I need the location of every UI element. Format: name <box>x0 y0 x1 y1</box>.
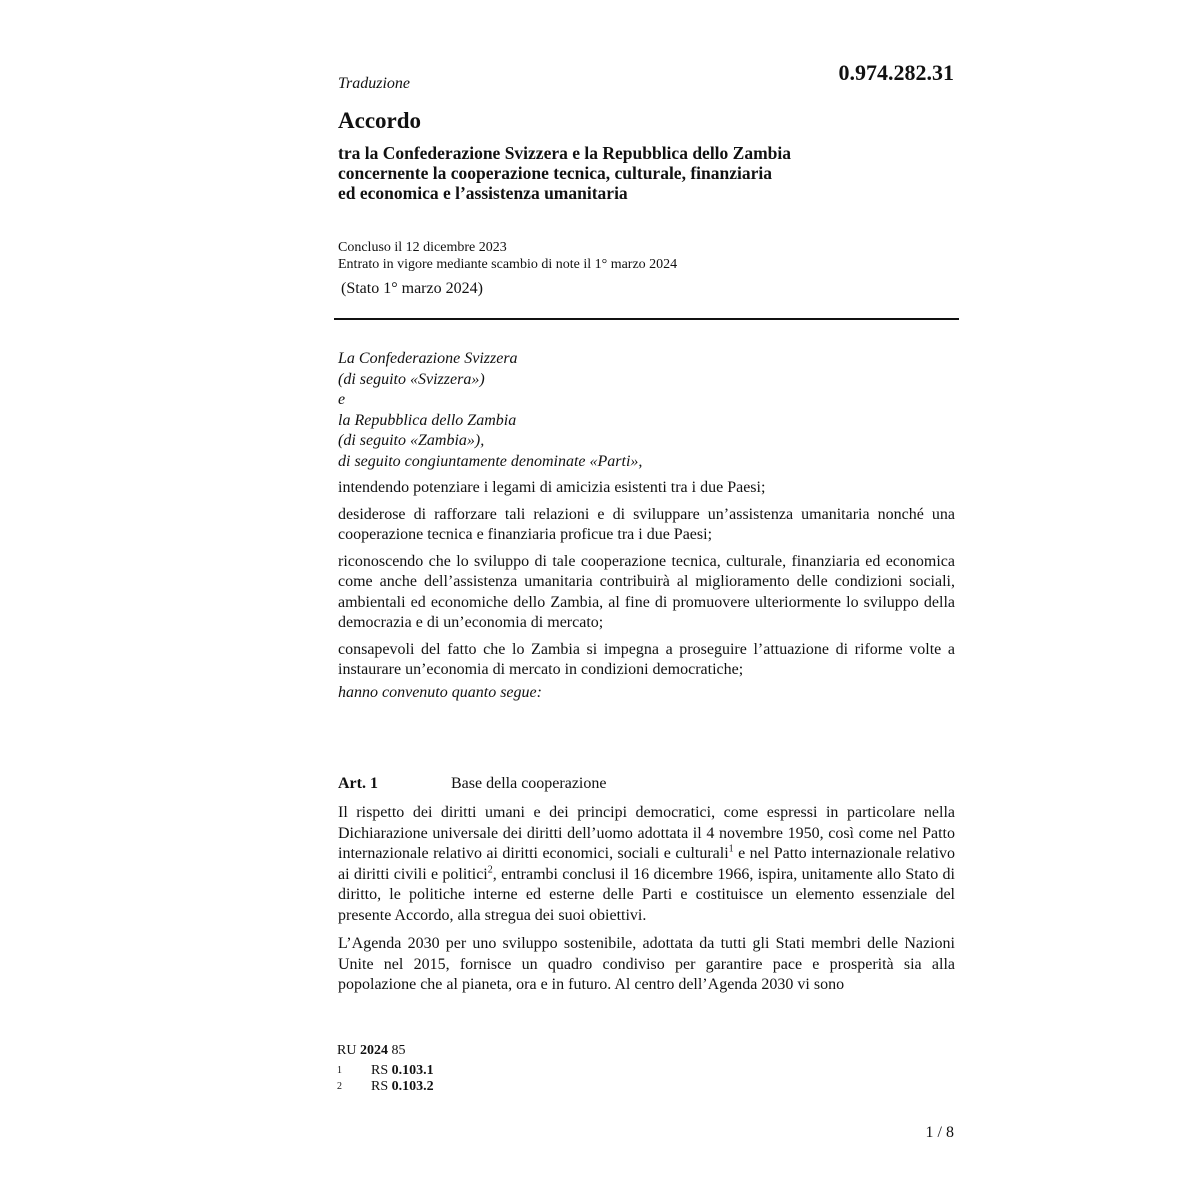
document-title: Accordo <box>338 108 422 133</box>
paragraph-text: e nel Patto internazionale relativo ai diritti civili e politici <box>338 845 955 883</box>
recital: consapevoli del fatto che lo Zambia si impegna a proseguire l’attuazione di riforme volte a instaurare un’economia di mercato in condizioni democratiche; <box>338 640 955 678</box>
footnote-ref[interactable]: 1 <box>728 843 734 855</box>
header-divider <box>334 318 959 320</box>
recital: desiderose di rafforzare tali relazioni e di sviluppare un’assistenza umanitaria nonché una cooperazione tecnica e finanziaria proficue tra i due Paesi; <box>338 505 955 543</box>
recital: intendendo potenziare i legami di amicizia esistenti tra i due Paesi; <box>338 479 766 496</box>
footnote <box>337 1063 434 1079</box>
footnote-ref[interactable]: 2 <box>487 864 493 876</box>
entry-into-force-date: Entrato in vigore mediante scambio di note il 1° marzo 2024 <box>338 257 678 272</box>
status-date: (Stato 1° marzo 2024) <box>341 280 483 297</box>
concluded-date: Concluso il 12 dicembre 2023 <box>338 240 507 255</box>
official-compilation-ref <box>337 1043 434 1059</box>
document-dates <box>338 239 677 273</box>
subtitle-line: concernente la cooperazione tecnica, culturale, finanziaria <box>338 163 772 183</box>
ru-prefix: RU <box>337 1043 357 1058</box>
article-body <box>338 803 955 1004</box>
subtitle-line: tra la Confederazione Svizzera e la Repubblica dello Zambia <box>338 143 792 163</box>
article-paragraph: L’Agenda 2030 per uno sviluppo sostenibile, adottata da tutti gli Stati membri delle Nazioni Unite nel 2015, fornisce un quadro condiviso per garantire pace e prosperità sia alla popolazione che al pianeta, ora e in futuro. Al centro dell’Agenda 2030 vi sono <box>338 935 955 993</box>
ru-year: 2024 <box>359 1043 388 1058</box>
translation-label: Traduzione <box>338 75 411 92</box>
ru-number: 85 <box>391 1043 406 1058</box>
article-paragraph <box>338 803 955 926</box>
footnote-link[interactable]: 0.103.2 <box>391 1079 434 1094</box>
paragraph-text: Il rispetto dei diritti umani e dei principi democratici, come espressi in particolare nella Dichiarazione universale dei diritti dell’uomo adottata il 4 novembre 1950, così come nel Patto internazionale relativo ai diritti economici, sociali e culturali <box>338 804 955 862</box>
footnote-number: 1 <box>337 1065 342 1076</box>
party-line: (di seguito «Svizzera») <box>338 370 485 388</box>
party-line: (di seguito «Zambia»), <box>338 432 485 449</box>
article-title: Base della cooperazione <box>451 775 607 792</box>
article-heading <box>338 775 606 793</box>
recital: riconoscendo che lo sviluppo di tale cooperazione tecnica, culturale, finanziaria ed economica come anche dell’assistenza umanitaria contribuirà al miglioramento delle condizioni sociali, ambientali ed economiche dello Zambia, al fine di promuovere ulteriormente lo sviluppo della democrazia e di un’economia di mercato; <box>338 552 955 631</box>
footnote-prefix: RS <box>371 1063 389 1078</box>
footnote-prefix: RS <box>371 1079 389 1094</box>
preamble <box>338 349 955 703</box>
subtitle-line: ed economica e l’assistenza umanitaria <box>338 183 628 203</box>
party-line: e <box>338 391 346 408</box>
footnote-number: 2 <box>337 1081 342 1092</box>
page-number: 1 / 8 <box>925 1124 954 1141</box>
parties-block <box>338 349 955 472</box>
footnotes <box>337 1043 434 1095</box>
party-line: di seguito congiuntamente denominate «Parti», <box>338 452 643 470</box>
paragraph-text: , entrambi conclusi il 16 dicembre 1966, ispira, unitamente allo Stato di diritto, le politiche interne ed esterne delle Parti e costituisce un elemento essenziale del presente Accordo, alla stregua dei suoi obiettivi. <box>338 865 956 924</box>
article-number: Art. 1 <box>338 775 378 792</box>
sr-number: 0.974.282.31 <box>838 60 954 85</box>
footnote-link[interactable]: 0.103.1 <box>391 1063 434 1078</box>
document-subtitle <box>338 143 791 203</box>
footnote <box>337 1079 434 1095</box>
party-line: la Repubblica dello Zambia <box>338 411 517 429</box>
party-line: La Confederazione Svizzera <box>338 350 518 367</box>
preamble-closing: hanno convenuto quanto segue: <box>338 683 542 701</box>
